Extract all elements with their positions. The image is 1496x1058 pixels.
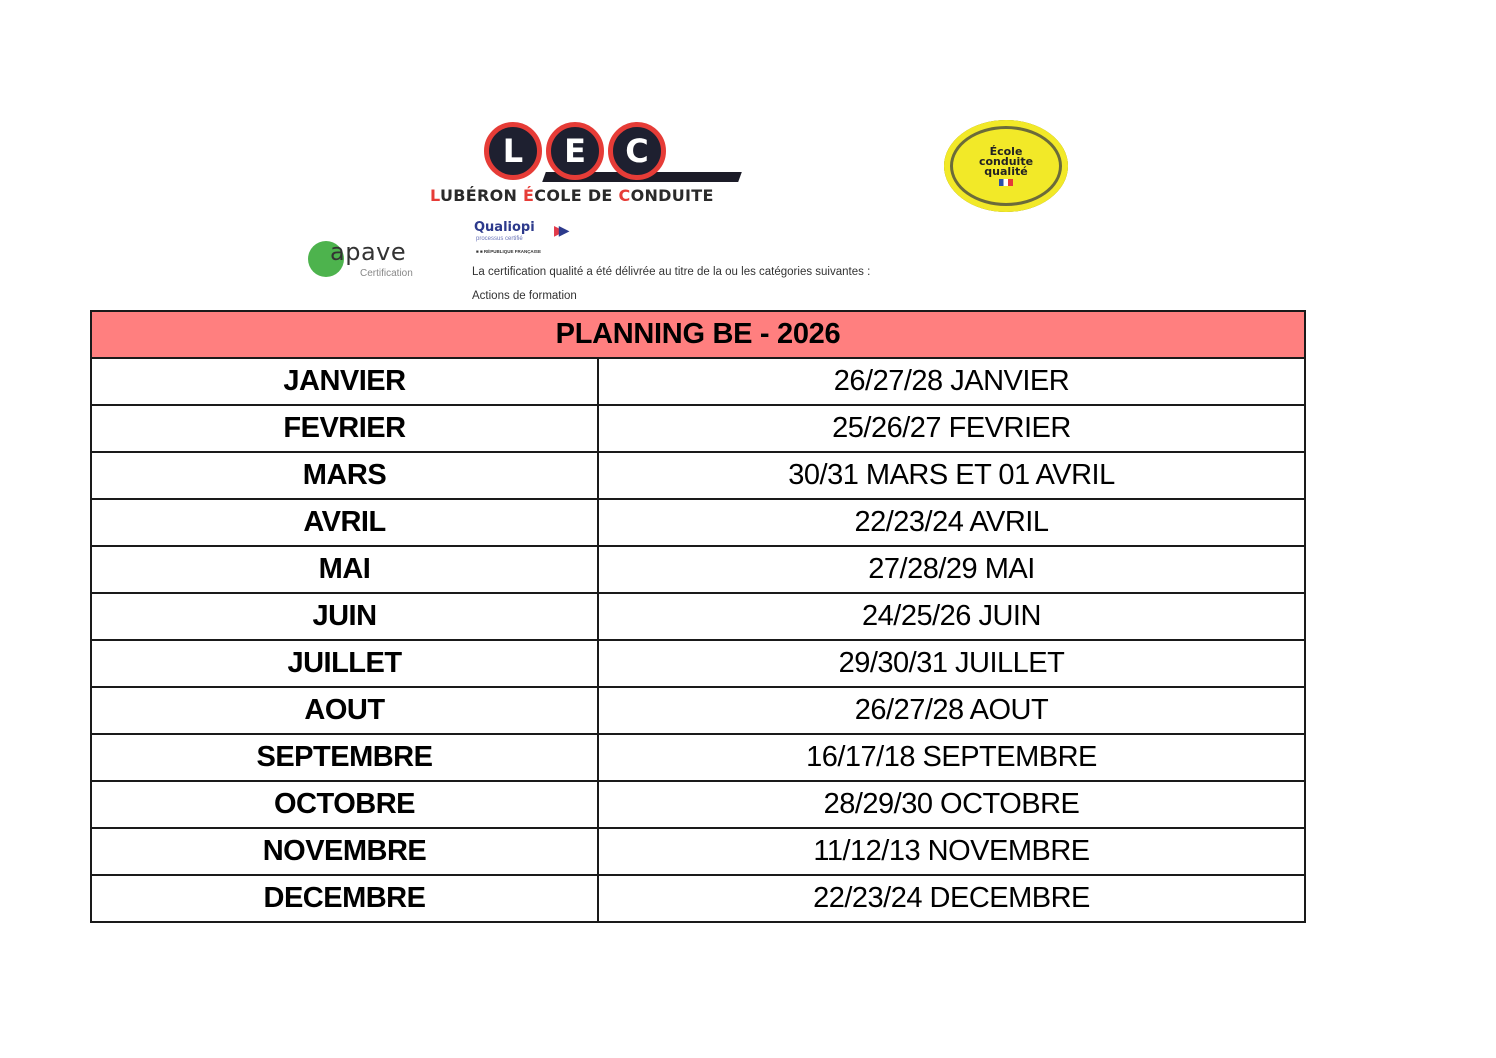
- dates-cell: 16/17/18 SEPTEMBRE: [598, 734, 1305, 781]
- apave-logo: [306, 238, 436, 284]
- dates-cell: 24/25/26 JUIN: [598, 593, 1305, 640]
- table-title: PLANNING BE - 2026: [91, 311, 1305, 358]
- table-row: [91, 499, 1305, 546]
- lec-circles: [484, 122, 694, 184]
- qualiopi-logo: [474, 220, 594, 260]
- lec-letter-e: E: [546, 122, 604, 180]
- month-cell: AOUT: [91, 687, 598, 734]
- qualiopi-arrows-icon: ▶▶: [554, 222, 564, 238]
- table-row: [91, 828, 1305, 875]
- month-cell: SEPTEMBRE: [91, 734, 598, 781]
- table-header-row: [91, 311, 1305, 358]
- dates-cell: 11/12/13 NOVEMBRE: [598, 828, 1305, 875]
- dates-cell: 30/31 MARS ET 01 AVRIL: [598, 452, 1305, 499]
- table-row: [91, 452, 1305, 499]
- certification-category: Actions de formation: [472, 290, 577, 302]
- month-cell: MAI: [91, 546, 598, 593]
- qualiopi-subtitle: processus certifié: [476, 236, 523, 242]
- table-row: [91, 875, 1305, 922]
- table-row: [91, 405, 1305, 452]
- name-part: L: [430, 186, 440, 205]
- table-row: [91, 734, 1305, 781]
- name-part: UBÉRON: [439, 186, 524, 205]
- month-cell: OCTOBRE: [91, 781, 598, 828]
- lec-letter-l: L: [484, 122, 542, 180]
- dates-cell: 22/23/24 DECEMBRE: [598, 875, 1305, 922]
- apave-certification-label: Certification: [360, 268, 413, 279]
- name-part: ONDUITE: [630, 186, 714, 205]
- name-part: É: [523, 186, 535, 205]
- table-row: [91, 358, 1305, 405]
- dates-cell: 26/27/28 JANVIER: [598, 358, 1305, 405]
- month-cell: FEVRIER: [91, 405, 598, 452]
- table-row: [91, 687, 1305, 734]
- apave-wordmark: apave: [330, 238, 407, 266]
- table-row: [91, 781, 1305, 828]
- lec-logo: [430, 122, 740, 208]
- certification-statement: La certification qualité a été délivrée au titre de la ou les catégories suivantes :: [472, 266, 871, 278]
- dates-cell: 27/28/29 MAI: [598, 546, 1305, 593]
- ecole-conduite-qualite-badge: [944, 120, 1068, 212]
- dates-cell: 22/23/24 AVRIL: [598, 499, 1305, 546]
- lec-letter-c: C: [608, 122, 666, 180]
- planning-table: [90, 310, 1306, 923]
- dates-cell: 29/30/31 JUILLET: [598, 640, 1305, 687]
- month-cell: DECEMBRE: [91, 875, 598, 922]
- lec-school-name: [430, 186, 740, 205]
- name-part: COLE DE: [534, 186, 619, 205]
- name-part: C: [618, 186, 631, 205]
- badge-line-2: conduite: [978, 154, 1034, 168]
- french-flag-icon: [999, 179, 1013, 186]
- table-row: [91, 593, 1305, 640]
- month-cell: JUILLET: [91, 640, 598, 687]
- badge-line-1: École: [989, 144, 1023, 158]
- dates-cell: 28/29/30 OCTOBRE: [598, 781, 1305, 828]
- qualiopi-wordmark: Qualiopi: [474, 220, 535, 235]
- month-cell: MARS: [91, 452, 598, 499]
- badge-line-3: qualité: [984, 164, 1028, 178]
- dates-cell: 25/26/27 FEVRIER: [598, 405, 1305, 452]
- month-cell: NOVEMBRE: [91, 828, 598, 875]
- republique-francaise-label: ■ ■ RÉPUBLIQUE FRANÇAISE: [476, 249, 541, 254]
- month-cell: JANVIER: [91, 358, 598, 405]
- month-cell: AVRIL: [91, 499, 598, 546]
- month-cell: JUIN: [91, 593, 598, 640]
- table-row: [91, 546, 1305, 593]
- dates-cell: 26/27/28 AOUT: [598, 687, 1305, 734]
- table-row: [91, 640, 1305, 687]
